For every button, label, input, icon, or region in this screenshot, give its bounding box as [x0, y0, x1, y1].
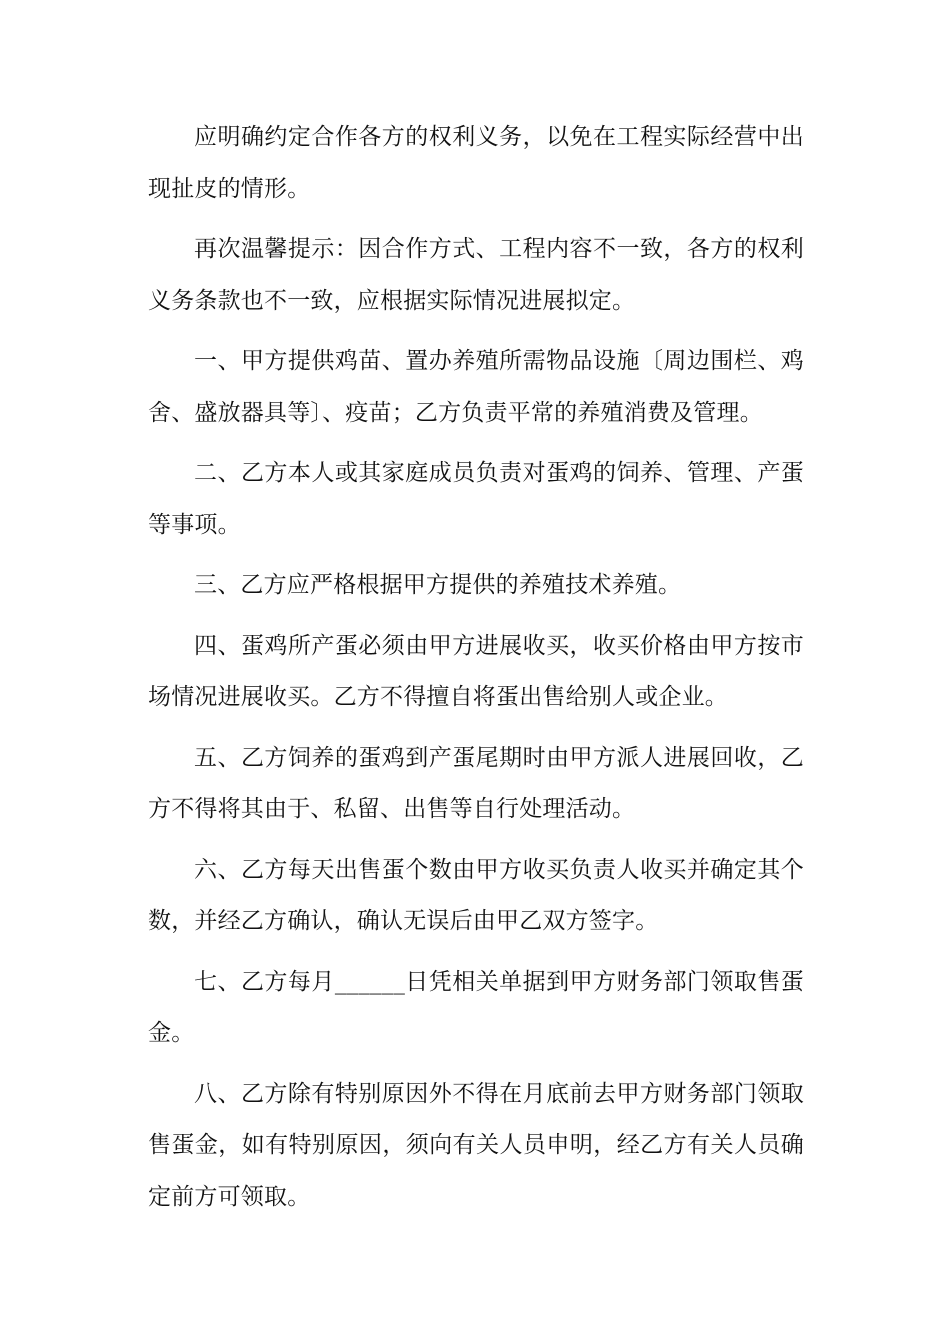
paragraph-intro: 应明确约定合作各方的权利义务，以免在工程实际经营中出现扯皮的情形。: [148, 124, 804, 202]
paragraph-reminder: 再次温馨提示：因合作方式、工程内容不一致，各方的权利义务条款也不一致，应根据实际情况进展拟定。: [148, 236, 804, 314]
clause-6: 六、乙方每天出售蛋个数由甲方收买负责人收买并确定其个数，并经乙方确认，确认无误后由甲乙双方签字。: [148, 856, 804, 934]
clause-2: 二、乙方本人或其家庭成员负责对蛋鸡的饲养、管理、产蛋等事项。: [148, 460, 804, 538]
document-body: [148, 112, 804, 1232]
clause-8: 八、乙方除有特别原因外不得在月底前去甲方财务部门领取售蛋金，如有特别原因，须向有关人员申明，经乙方有关人员确定前方可领取。: [148, 1080, 804, 1210]
clause-7: 七、乙方每月______日凭相关单据到甲方财务部门领取售蛋金。: [148, 968, 804, 1046]
clause-5: 五、乙方饲养的蛋鸡到产蛋尾期时由甲方派人进展回收，乙方不得将其由于、私留、出售等自行处理活动。: [148, 744, 804, 822]
clause-1: 一、甲方提供鸡苗、置办养殖所需物品设施〔周边围栏、鸡舍、盛放器具等〕、疫苗；乙方负责平常的养殖消费及管理。: [148, 348, 804, 426]
clause-4: 四、蛋鸡所产蛋必须由甲方进展收买，收买价格由甲方按市场情况进展收买。乙方不得擅自将蛋出售给别人或企业。: [148, 632, 804, 710]
clause-3: 三、乙方应严格根据甲方提供的养殖技术养殖。: [194, 572, 682, 598]
